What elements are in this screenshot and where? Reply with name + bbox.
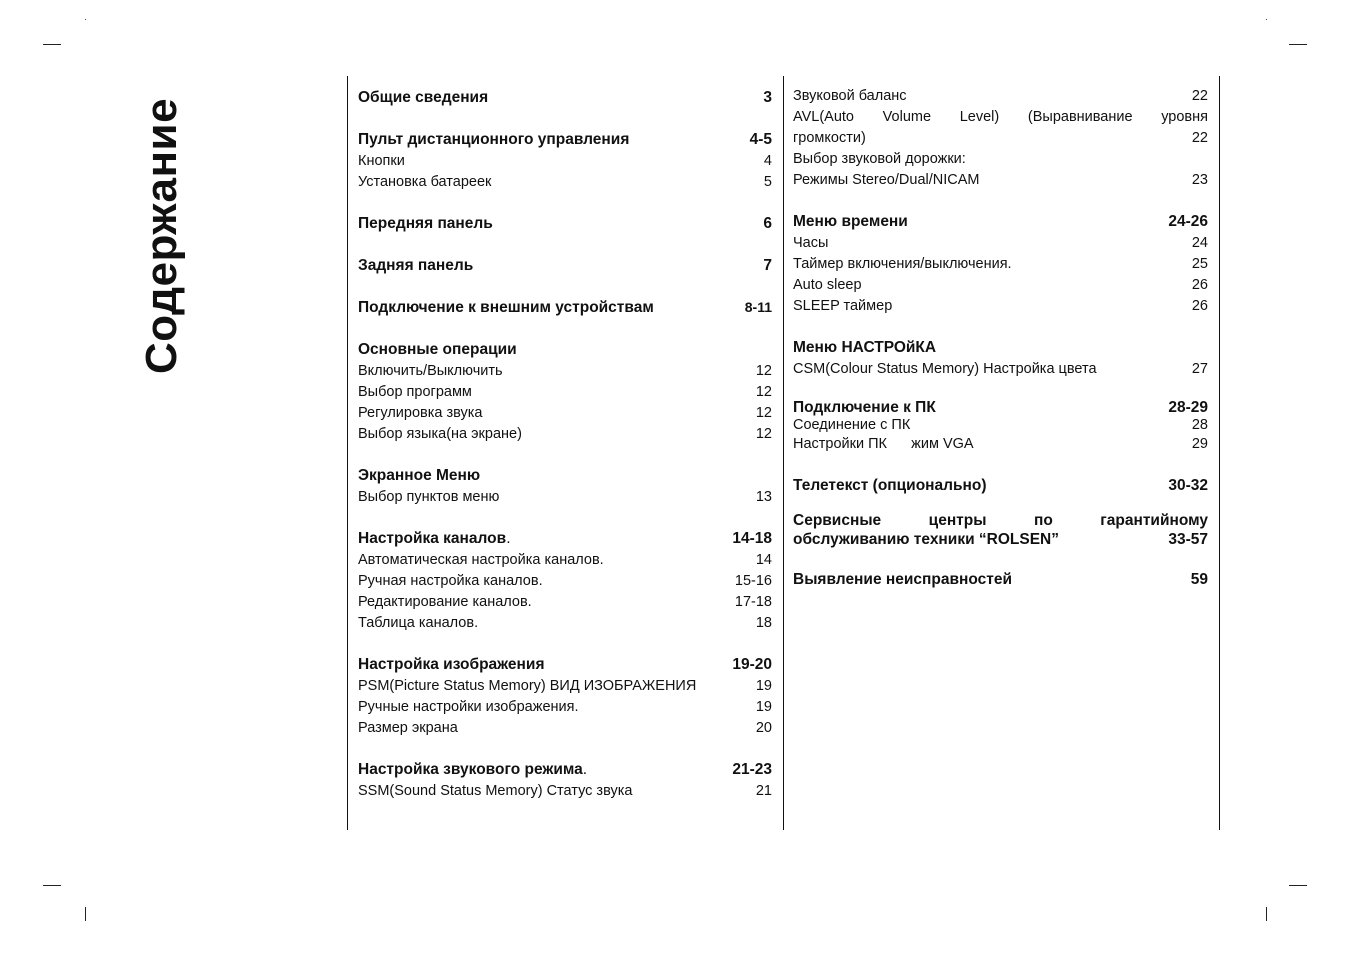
toc-heading-page: 28-29 [1168, 399, 1208, 416]
toc-heading-label: Задняя панель [358, 257, 474, 274]
toc-item-label: Выбор звуковой дорожки: [793, 151, 966, 167]
crop-mark-top-left [43, 44, 61, 45]
toc-section-setup-menu [793, 336, 1208, 380]
toc-item-page: 23 [1191, 172, 1208, 188]
toc-item-label: Выбор языка(на экране) [358, 426, 522, 442]
toc-heading-row[interactable] [358, 527, 772, 550]
toc-heading-page: 6 [763, 215, 772, 232]
toc-heading-page: 59 [1190, 571, 1208, 588]
page-title-container [138, 76, 186, 376]
toc-item-label: Выбор пунктов меню [358, 489, 500, 505]
toc-item-label: Auto sleep [793, 277, 862, 293]
crop-mark-top-right [1289, 44, 1307, 45]
toc-item-label: Режимы Stereo/Dual/NICAM [793, 172, 980, 188]
toc-heading-label: Меню НАСТРОйКА [793, 339, 937, 356]
toc-item-page: 12 [755, 384, 772, 400]
toc-item-page: 19 [755, 699, 772, 715]
toc-item-label: Таблица каналов. [358, 615, 479, 631]
crop-mark-bottom-right [1289, 885, 1307, 886]
toc-heading-suffix: . [582, 761, 588, 778]
toc-item-row[interactable] [358, 403, 772, 424]
toc-item-row[interactable] [358, 592, 772, 613]
toc-heading-line1[interactable] [793, 511, 1208, 530]
toc-item-row[interactable] [793, 417, 1208, 434]
toc-item-page: 12 [755, 363, 772, 379]
toc-heading-label: Телетекст (опционально) [793, 477, 987, 494]
toc-heading-page: 33-57 [1168, 531, 1208, 548]
toc-heading-row[interactable] [793, 210, 1208, 233]
toc-item-page: 4 [763, 153, 772, 169]
toc-word: Level) [959, 109, 1000, 125]
toc-word: по [1033, 512, 1053, 529]
toc-item-row[interactable] [793, 434, 1208, 455]
toc-heading-page: 7 [763, 257, 772, 274]
toc-item-label: Автоматическая настройка каналов. [358, 552, 604, 568]
toc-section-pc-connection [793, 399, 1208, 455]
toc-heading-row[interactable] [358, 758, 772, 781]
toc-word: (Выравнивание [1027, 109, 1133, 125]
toc-item-label: Редактирование каналов. [358, 594, 532, 610]
toc-section-external-devices [358, 296, 772, 319]
toc-section-troubleshooting [793, 568, 1208, 591]
toc-item-page: 25 [1191, 256, 1208, 272]
toc-section-rear-panel [358, 254, 772, 277]
toc-item-row[interactable] [358, 172, 772, 193]
toc-word: центры [928, 512, 987, 529]
toc-item-row[interactable] [358, 571, 772, 592]
toc-item-page: 27 [1191, 361, 1208, 377]
toc-item-page: 22 [1191, 88, 1208, 104]
toc-heading-label: Экранное Меню [358, 467, 481, 484]
toc-heading-label: Настройка изображения [358, 656, 545, 673]
toc-item-row[interactable] [358, 718, 772, 739]
toc-heading-row[interactable] [358, 254, 772, 277]
toc-item-row[interactable] [793, 149, 1208, 170]
toc-item-label: Включить/Выключить [358, 363, 503, 379]
toc-item-page: 15-16 [734, 573, 772, 589]
toc-heading-page: 19-20 [732, 656, 772, 673]
toc-heading-page: 21-23 [732, 761, 772, 778]
toc-item-row[interactable] [358, 550, 772, 571]
toc-section-channel-setup [358, 527, 772, 634]
toc-item-row[interactable] [358, 151, 772, 172]
toc-heading-row[interactable] [358, 212, 772, 235]
toc-section-general [358, 86, 772, 109]
toc-heading-label: Меню времени [793, 213, 908, 230]
toc-item-page: 21 [755, 783, 772, 799]
right-column-border [1219, 76, 1220, 830]
toc-section-onscreen-menu [358, 464, 772, 508]
toc-item-page: 22 [1191, 130, 1208, 146]
toc-section-picture-setup [358, 653, 772, 739]
toc-item-row[interactable] [358, 382, 772, 403]
toc-item-page: 29 [1191, 436, 1208, 452]
toc-heading-row[interactable] [358, 128, 772, 151]
toc-heading-label-group [358, 758, 587, 781]
toc-heading-page: 4-5 [749, 131, 772, 148]
toc-item-page: 19 [755, 678, 772, 694]
toc-section-service-centers [793, 511, 1208, 549]
toc-item-row[interactable] [793, 296, 1208, 317]
toc-item-row[interactable] [793, 359, 1208, 380]
toc-item-avl-line1[interactable] [793, 107, 1208, 128]
toc-word: Volume [882, 109, 932, 125]
toc-item-row[interactable] [358, 697, 772, 718]
toc-heading-label: Выявление неисправностей [793, 571, 1012, 588]
toc-right-column [793, 86, 1208, 591]
toc-heading-page: 30-32 [1168, 477, 1208, 494]
toc-heading-page: 3 [763, 89, 772, 106]
toc-heading-row[interactable] [793, 568, 1208, 591]
toc-section-basic-operations [358, 338, 772, 445]
toc-item-row[interactable] [793, 86, 1208, 107]
toc-item-row[interactable] [793, 170, 1208, 191]
toc-heading-row[interactable] [358, 86, 772, 109]
toc-item-row[interactable] [793, 233, 1208, 254]
toc-item-label: CSM(Colour Status Memory) Настройка цвета [793, 361, 1097, 377]
toc-item-page: 5 [763, 174, 772, 190]
toc-item-label: SSM(Sound Status Memory) Статус звука [358, 783, 633, 799]
toc-heading-page: 8-11 [744, 299, 772, 315]
toc-item-label: Выбор программ [358, 384, 472, 400]
toc-item-page: 12 [755, 426, 772, 442]
toc-item-label: Настройки ПК жим VGA [793, 436, 974, 452]
crop-mark-bottom-right-vertical [1266, 907, 1267, 921]
toc-item-row[interactable] [358, 781, 772, 802]
toc-item-label: Таймер включения/выключения. [793, 256, 1012, 272]
registration-dot-left [85, 19, 86, 20]
toc-heading-label: Пульт дистанционного управления [358, 131, 630, 148]
toc-item-label: SLEEP таймер [793, 298, 893, 314]
toc-item-label: громкости) [793, 130, 866, 146]
toc-item-label: Ручные настройки изображения. [358, 699, 579, 715]
toc-item-page: 28 [1191, 417, 1208, 433]
toc-item-row[interactable] [358, 424, 772, 445]
toc-heading-row[interactable] [358, 338, 772, 361]
toc-item-row[interactable] [358, 676, 772, 697]
toc-heading-row[interactable] [793, 474, 1208, 497]
toc-item-page: 12 [755, 405, 772, 421]
toc-item-page: 14 [755, 552, 772, 568]
toc-item-page: 13 [755, 489, 772, 505]
toc-item-page: 26 [1191, 277, 1208, 293]
toc-heading-label: Передняя панель [358, 215, 493, 232]
toc-heading-row[interactable] [793, 399, 1208, 417]
toc-heading-row[interactable] [358, 464, 772, 487]
toc-item-label: Регулировка звука [358, 405, 483, 421]
toc-word: Сервисные [793, 512, 882, 529]
registration-dot-right [1266, 19, 1267, 20]
toc-heading-label: Подключение к ПК [793, 399, 936, 416]
toc-item-row[interactable] [793, 128, 1208, 149]
toc-word: гарантийному [1100, 512, 1208, 529]
toc-item-label: Часы [793, 235, 829, 251]
toc-item-label: PSM(Picture Status Memory) ВИД ИЗОБРАЖЕНИЯ [358, 678, 697, 694]
crop-mark-bottom-left [43, 885, 61, 886]
toc-item-page: 17-18 [734, 594, 772, 610]
toc-item-label: Кнопки [358, 153, 405, 169]
toc-item-row[interactable] [793, 275, 1208, 296]
toc-section-sound-continued [793, 86, 1208, 191]
left-column-border [347, 76, 348, 830]
toc-heading-page: 24-26 [1168, 213, 1208, 230]
toc-heading-label: Основные операции [358, 341, 517, 358]
toc-item-row[interactable] [358, 613, 772, 634]
toc-section-front-panel [358, 212, 772, 235]
toc-item-page: 26 [1191, 298, 1208, 314]
toc-item-label: Звуковой баланс [793, 88, 907, 104]
toc-item-page: 20 [755, 720, 772, 736]
toc-heading-page: 14-18 [732, 530, 772, 547]
toc-item-row[interactable] [358, 361, 772, 382]
toc-heading-row[interactable] [793, 530, 1208, 549]
toc-item-label: Соединение с ПК [793, 417, 911, 433]
toc-left-column [358, 86, 772, 802]
toc-heading-row[interactable] [358, 296, 772, 319]
toc-section-sound-mode-setup [358, 758, 772, 802]
toc-item-label: Размер экрана [358, 720, 458, 736]
toc-item-label: Установка батареек [358, 174, 492, 190]
toc-item-label: Ручная настройка каналов. [358, 573, 543, 589]
toc-item-page: 24 [1191, 235, 1208, 251]
toc-heading-row[interactable] [358, 653, 772, 676]
toc-section-remote-control [358, 128, 772, 193]
toc-heading-label: Подключение к внешним устройствам [358, 299, 654, 316]
toc-heading-row[interactable] [793, 336, 1208, 359]
toc-item-row[interactable] [358, 487, 772, 508]
toc-heading-label-group [358, 527, 511, 550]
page-title: Содержание [137, 97, 186, 374]
toc-heading-label: Общие сведения [358, 89, 489, 106]
center-column-divider [783, 76, 784, 830]
crop-mark-bottom-left-vertical [85, 907, 86, 921]
toc-heading-label: обслуживанию техники “ROLSEN” [793, 531, 1060, 548]
toc-item-row[interactable] [793, 254, 1208, 275]
toc-heading-suffix: . [506, 530, 511, 547]
toc-item-page: 18 [755, 615, 772, 631]
toc-word: уровня [1161, 109, 1208, 125]
toc-heading-label: Настройка каналов [358, 530, 507, 547]
toc-section-time-menu [793, 210, 1208, 317]
toc-section-teletext [793, 474, 1208, 497]
toc-heading-label: Настройка звукового режима [358, 761, 583, 778]
toc-word: AVL(Auto [793, 109, 854, 125]
